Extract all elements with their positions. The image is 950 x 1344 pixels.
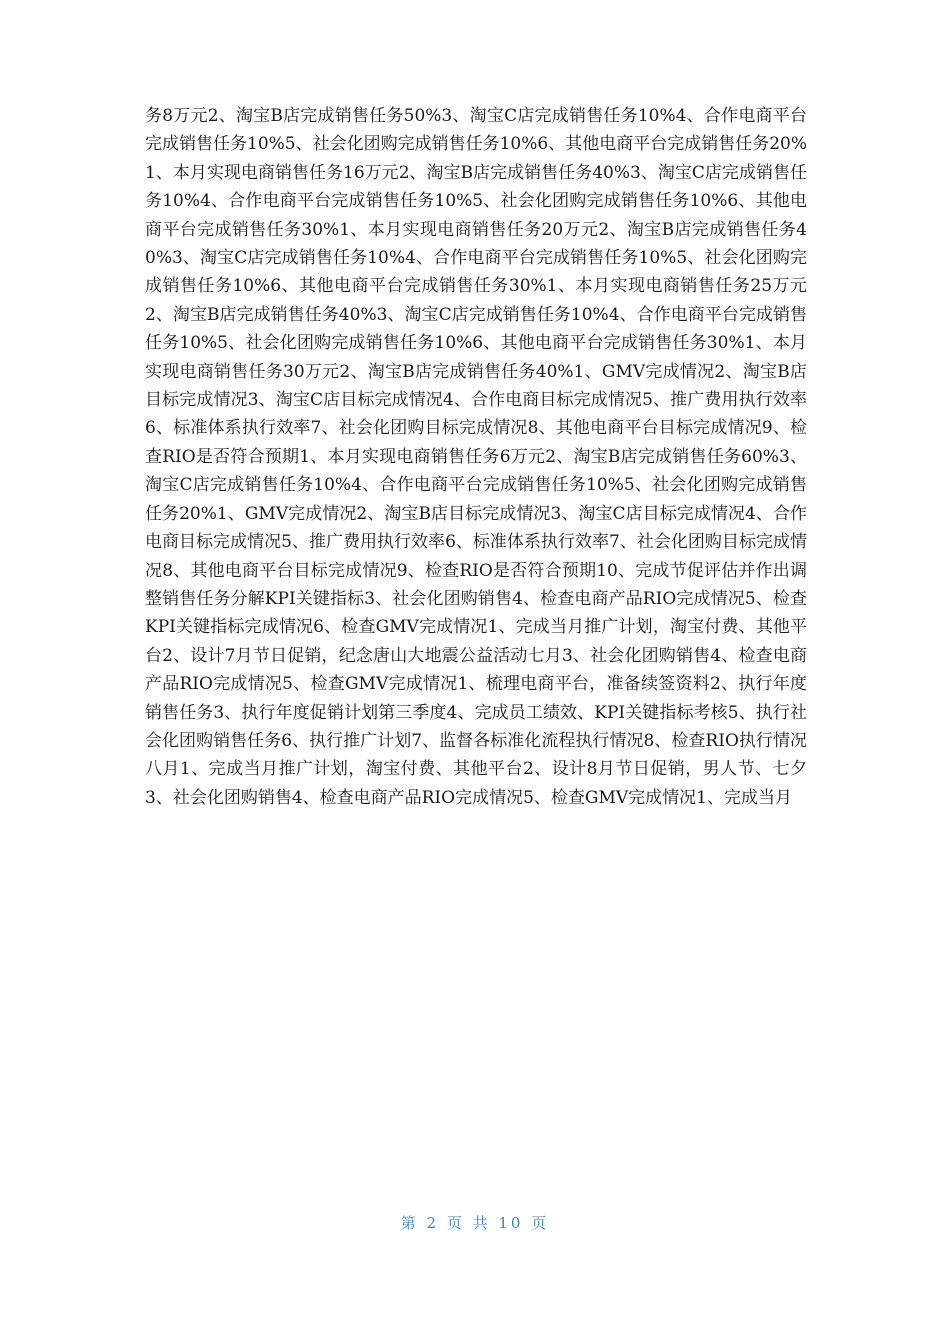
body-paragraph: 务8万元2、淘宝B店完成销售任务50%3、淘宝C店完成销售任务10%4、合作电商平台完成销售任务10%5、社会化团购完成销售任务10%6、其他电商平台完成销售任务20%1、本月实现电商销售任务16万元2、淘宝B店完成销售任务40%3、淘宝C店完成销售任务10%4、合作电商平台完成销售任务10%5、社会化团购完成销售任务10%6、其他电商平台完成销售任务30%1、本月实现电商销售任务20万元2、淘宝B店完成销售任务40%3、淘宝C店完成销售任务10%4、合作电商平台完成销售任务10%5、社会化团购完成销售任务10%6、其他电商平台完成销售任务30%1、本月实现电商销售任务25万元2、淘宝B店完成销售任务40%3、淘宝C店完成销售任务10%4、合作电商平台完成销售任务10%5、社会化团购完成销售任务10%6、其他电商平台完成销售任务30%1、本月实现电商销售任务30万元2、淘宝B店完成销售任务40%1、GMV完成情况2、淘宝B店目标完成情况3、淘宝C店目标完成情况4、合作电商目标完成情况5、推广费用执行效率6、标准体系执行效率7、社会化团购目标完成情况8、其他电商平台目标完成情况9、检查RIO是否符合预期1、本月实现电商销售任务6万元2、淘宝B店完成销售任务60%3、淘宝C店完成销售任务10%4、合作电商平台完成销售任务10%5、社会化团购完成销售任务20%1、GMV完成情况2、淘宝B店目标完成情况3、淘宝C店目标完成情况4、合作电商目标完成情况5、推广费用执行效率6、标准体系执行效率7、社会化团购目标完成情况8、其他电商平台目标完成情况9、检查RIO是否符合预期10、完成节促评估并作出调整销售任务分解KPI关键指标3、社会化团购销售4、检查电商产品RIO完成情况5、检查KPI关键指标完成情况6、检查GMV完成情况1、完成当月推广计划，淘宝付费、其他平台2、设计7月节日促销，纪念唐山大地震公益活动七月3、社会化团购销售4、检查电商产品RIO完成情况5、检查GMV完成情况1、梳理电商平台，准备续签资料2、执行年度销售任务3、执行年度促销计划第三季度4、完成员工绩效、KPI关键指标考核5、执行社会化团购销售任务6、执行推广计划7、监督各标准化流程执行情况8、检查RIO执行情况八月1、完成当月推广计划，淘宝付费、其他平台2、设计8月节日促销，男人节、七夕3、社会化团购销售4、检查电商产品RIO完成情况5、检查GMV完成情况1、完成当月: [145, 106, 807, 808]
page-number-footer: 第 2 页 共 10 页: [400, 1214, 550, 1232]
